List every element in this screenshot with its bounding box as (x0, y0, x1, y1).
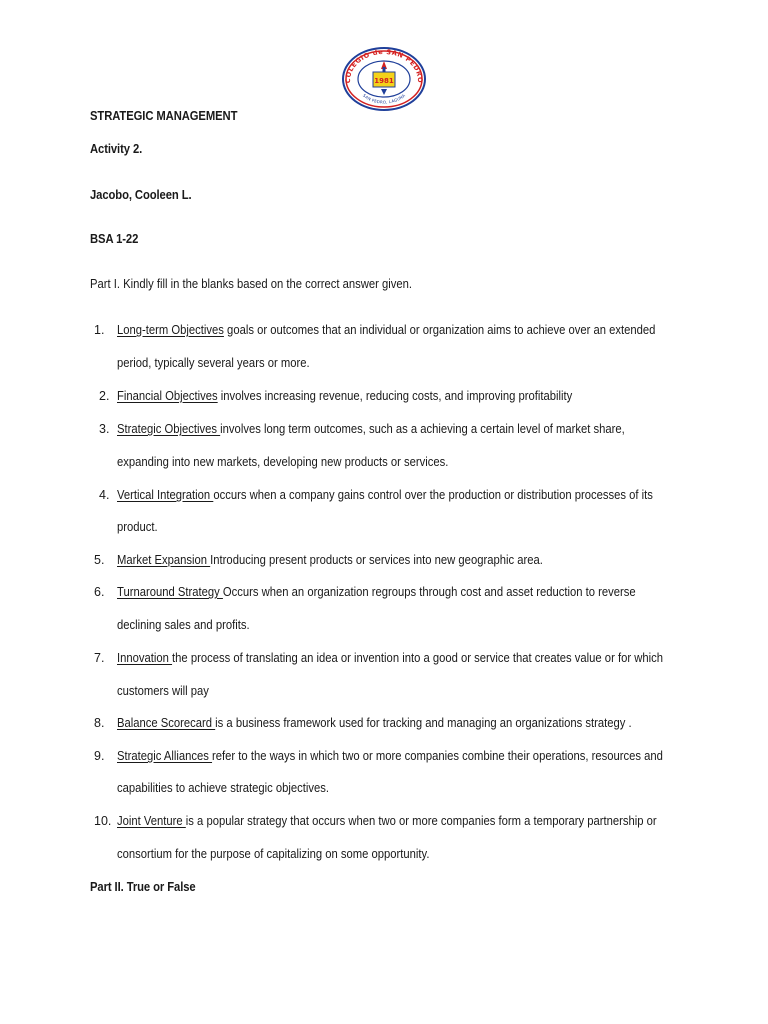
item-answer: Turnaround Strategy (117, 585, 223, 599)
part2-heading: Part II. True or False (90, 880, 196, 894)
item-text-continued: customers will pay (117, 684, 209, 698)
course-title: STRATEGIC MANAGEMENT (90, 109, 238, 123)
list-item (117, 553, 543, 567)
list-item (117, 323, 655, 337)
item-number: 5. (94, 553, 105, 567)
item-number: 2. (99, 389, 110, 403)
list-item (117, 651, 663, 665)
item-answer: Strategic Alliances (117, 749, 213, 763)
list-item (117, 488, 653, 502)
item-answer: Strategic Objectives (117, 422, 221, 436)
item-text-continued: consortium for the purpose of capitalizing on some opportunity. (117, 847, 430, 861)
item-text-continued: capabilities to achieve strategic objectives. (117, 781, 329, 795)
part1-instructions: Part I. Kindly fill in the blanks based on the correct answer given. (90, 277, 413, 291)
item-number: 3. (99, 422, 110, 436)
item-number: 4. (99, 488, 110, 502)
list-item (117, 749, 663, 763)
item-number: 7. (94, 651, 105, 665)
item-text: Occurs when an organization regroups through cost and asset reduction to reverse (222, 585, 636, 599)
item-answer: Market Expansion (117, 553, 211, 567)
item-number: 1. (94, 323, 105, 337)
list-item (117, 716, 632, 730)
item-text: goals or outcomes that an individual or organization aims to achieve over an extended (223, 323, 656, 337)
list-item (117, 814, 657, 828)
item-text: refer to the ways in which two or more companies combine their operations, resources and (212, 749, 663, 763)
item-number: 10. (94, 814, 112, 828)
item-text-continued: period, typically several years or more. (117, 356, 310, 370)
item-answer: Joint Venture (117, 814, 186, 828)
item-number: 6. (94, 585, 105, 599)
item-text: involves long term outcomes, such as a achieving a certain level of market share, (220, 422, 625, 436)
list-item (117, 422, 625, 436)
item-number: 8. (94, 716, 105, 730)
item-answer: Balance Scorecard (117, 716, 216, 730)
item-text: is a popular strategy that occurs when two or more companies form a temporary partnership or (185, 814, 657, 828)
item-answer: Innovation (117, 651, 173, 665)
item-number: 9. (94, 749, 105, 763)
svg-text:SAN PEDRO, LAGUNA: SAN PEDRO, LAGUNA (361, 92, 407, 105)
item-answer: Long-term Objectives (117, 323, 224, 337)
item-text: the process of translating an idea or invention into a good or service that creates value or for which (172, 651, 663, 665)
item-text: occurs when a company gains control over the production or distribution processes of its (213, 488, 653, 502)
item-text: is a business framework used for tracking and managing an organizations strategy . (215, 716, 632, 730)
list-item (117, 585, 636, 599)
list-item (117, 389, 572, 403)
item-answer: Vertical Integration (117, 488, 214, 502)
svg-text:1981: 1981 (374, 77, 394, 85)
svg-text:COLEGIO de SAN PEDRO: COLEGIO de SAN PEDRO (343, 47, 425, 84)
activity-label: Activity 2. (90, 142, 143, 156)
item-text: involves increasing revenue, reducing costs, and improving profitability (217, 389, 573, 403)
school-seal-logo (340, 45, 428, 113)
item-text-continued: expanding into new markets, developing new products or services. (117, 455, 449, 469)
item-text: Introducing present products or services into new geographic area. (210, 553, 543, 567)
item-text-continued: product. (117, 520, 158, 534)
student-name: Jacobo, Cooleen L. (90, 188, 192, 202)
item-answer: Financial Objectives (117, 389, 218, 403)
section-label: BSA 1-22 (90, 232, 139, 246)
item-text-continued: declining sales and profits. (117, 618, 250, 632)
